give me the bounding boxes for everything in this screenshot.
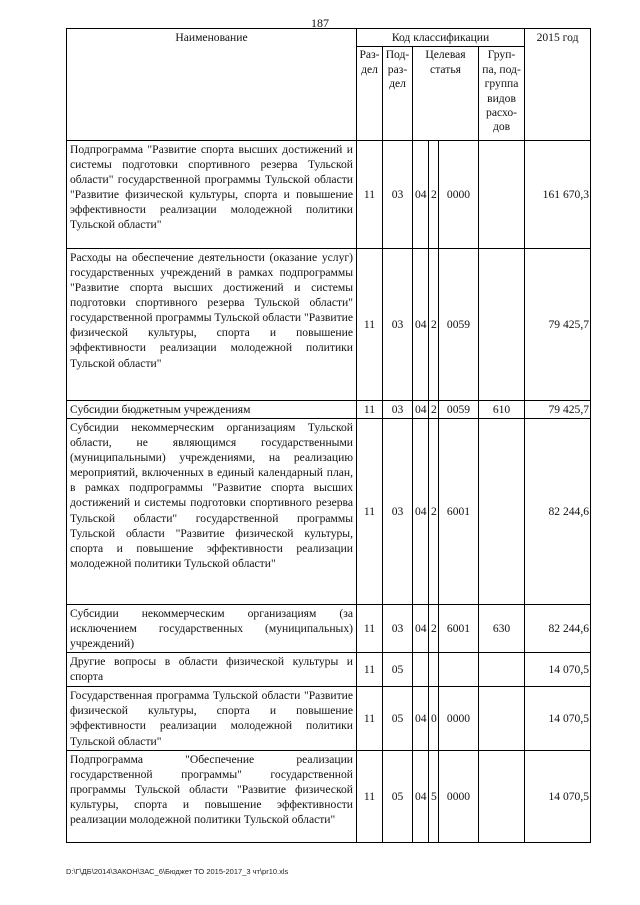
row-section: 11 bbox=[357, 687, 383, 750]
row-expense-group: 630 bbox=[479, 605, 525, 653]
row-target-article-program: 04 bbox=[413, 141, 429, 249]
row-target-article-subprogram: 2 bbox=[429, 141, 439, 249]
header-section: Раз-дел bbox=[357, 47, 383, 141]
table-row bbox=[67, 141, 591, 249]
row-amount: 79 425,7 bbox=[525, 401, 591, 419]
row-amount: 14 070,5 bbox=[525, 653, 591, 687]
row-target-article-subprogram bbox=[429, 653, 439, 687]
file-path-footer: D:\Г\ДБ\2014\ЗАКОН\ЗАС_6\Бюджет ТО 2015-2017_3 чт\pr10.xls bbox=[66, 867, 289, 876]
page-number: 187 bbox=[311, 16, 329, 30]
row-name: Государственная программа Тульской области "Развитие физической культуры, спорта и повышение эффективности реализации молодежной политики Тульской области" bbox=[67, 687, 357, 750]
row-section: 11 bbox=[357, 605, 383, 653]
row-target-article-code: 0000 bbox=[439, 750, 479, 842]
row-section: 11 bbox=[357, 750, 383, 842]
row-subsection: 05 bbox=[383, 750, 413, 842]
row-subsection: 03 bbox=[383, 419, 413, 605]
row-target-article-code: 0000 bbox=[439, 687, 479, 750]
budget-table bbox=[66, 28, 591, 843]
header-subsection: Под-раз-дел bbox=[383, 47, 413, 141]
row-target-article-subprogram: 2 bbox=[429, 419, 439, 605]
row-target-article-subprogram: 2 bbox=[429, 605, 439, 653]
row-target-article-subprogram: 5 bbox=[429, 750, 439, 842]
table-row bbox=[67, 605, 591, 653]
row-target-article-code: 0059 bbox=[439, 249, 479, 401]
row-name: Субсидии некоммерческим организациям (за исключением государственных (муниципальных) учреждений) bbox=[67, 605, 357, 653]
header-year: 2015 год bbox=[525, 29, 591, 141]
row-amount: 79 425,7 bbox=[525, 249, 591, 401]
row-name: Другие вопросы в области физической культуры и спорта bbox=[67, 653, 357, 687]
table-row bbox=[67, 653, 591, 687]
header-name: Наименование bbox=[67, 29, 357, 141]
table-row bbox=[67, 687, 591, 750]
table-row bbox=[67, 750, 591, 842]
row-section: 11 bbox=[357, 653, 383, 687]
row-amount: 82 244,6 bbox=[525, 605, 591, 653]
row-name: Субсидии некоммерческим организациям Тульской области, не являющимся государственными (муниципальными) учреждениями, на реализацию мероприятий, включенных в единый календарный план, в рамках подпрограммы "Развитие спорта высших достижений и системы подготовки спортивного резерва Тульской области" государственной программы Тульской области "Развитие физической культуры, спорта и повышение эффективности реализации молодежной политики Тульской области" bbox=[67, 419, 357, 605]
table-row bbox=[67, 419, 591, 605]
row-target-article-code: 6001 bbox=[439, 605, 479, 653]
row-section: 11 bbox=[357, 401, 383, 419]
row-target-article-program bbox=[413, 653, 429, 687]
row-target-article-program: 04 bbox=[413, 605, 429, 653]
row-target-article-program: 04 bbox=[413, 750, 429, 842]
row-amount: 14 070,5 bbox=[525, 750, 591, 842]
row-amount: 82 244,6 bbox=[525, 419, 591, 605]
row-name: Подпрограмма "Развитие спорта высших достижений и системы подготовки спортивного резерва Тульской области" государственной программы Тульской области "Развитие физической культуры, спорта и повышение эффективности реализации молодежной политики Тульской области" bbox=[67, 141, 357, 249]
row-expense-group bbox=[479, 687, 525, 750]
row-subsection: 05 bbox=[383, 653, 413, 687]
row-subsection: 03 bbox=[383, 401, 413, 419]
row-subsection: 03 bbox=[383, 249, 413, 401]
row-name: Расходы на обеспечение деятельности (оказание услуг) государственных учреждений в рамках подпрограммы "Развитие спорта высших достижений и системы подготовки спортивного резерва Тульской области" государственной программы Тульской области "Развитие физической культуры, спорта и повышение эффективности реализации молодежной политики Тульской области" bbox=[67, 249, 357, 401]
row-expense-group bbox=[479, 419, 525, 605]
row-expense-group bbox=[479, 141, 525, 249]
header-expense-group: Груп-па, под-группа видов расхо-дов bbox=[479, 47, 525, 141]
row-target-article-code: 0059 bbox=[439, 401, 479, 419]
row-target-article-subprogram: 0 bbox=[429, 687, 439, 750]
row-name: Подпрограмма "Обеспечение реализации государственной программы" государственной программы Тульской области "Развитие физической культуры, спорта и повышение эффективности реализации молодежной политики Тульской области" bbox=[67, 750, 357, 842]
row-subsection: 03 bbox=[383, 141, 413, 249]
table-row bbox=[67, 249, 591, 401]
row-target-article-program: 04 bbox=[413, 687, 429, 750]
row-target-article-code: 0000 bbox=[439, 141, 479, 249]
row-expense-group bbox=[479, 653, 525, 687]
row-target-article-program: 04 bbox=[413, 419, 429, 605]
header-target-article: Целевая статья bbox=[413, 47, 479, 141]
header-classification: Код классификации bbox=[357, 29, 525, 47]
table-row bbox=[67, 401, 591, 419]
row-amount: 14 070,5 bbox=[525, 687, 591, 750]
row-section: 11 bbox=[357, 419, 383, 605]
row-target-article-program: 04 bbox=[413, 401, 429, 419]
row-section: 11 bbox=[357, 141, 383, 249]
row-target-article-code: 6001 bbox=[439, 419, 479, 605]
row-amount: 161 670,3 bbox=[525, 141, 591, 249]
row-expense-group: 610 bbox=[479, 401, 525, 419]
row-target-article-subprogram: 2 bbox=[429, 249, 439, 401]
row-section: 11 bbox=[357, 249, 383, 401]
row-target-article-subprogram: 2 bbox=[429, 401, 439, 419]
row-target-article-code bbox=[439, 653, 479, 687]
row-target-article-program: 04 bbox=[413, 249, 429, 401]
row-subsection: 03 bbox=[383, 605, 413, 653]
row-expense-group bbox=[479, 249, 525, 401]
row-subsection: 05 bbox=[383, 687, 413, 750]
row-name: Субсидии бюджетным учреждениям bbox=[67, 401, 357, 419]
row-expense-group bbox=[479, 750, 525, 842]
